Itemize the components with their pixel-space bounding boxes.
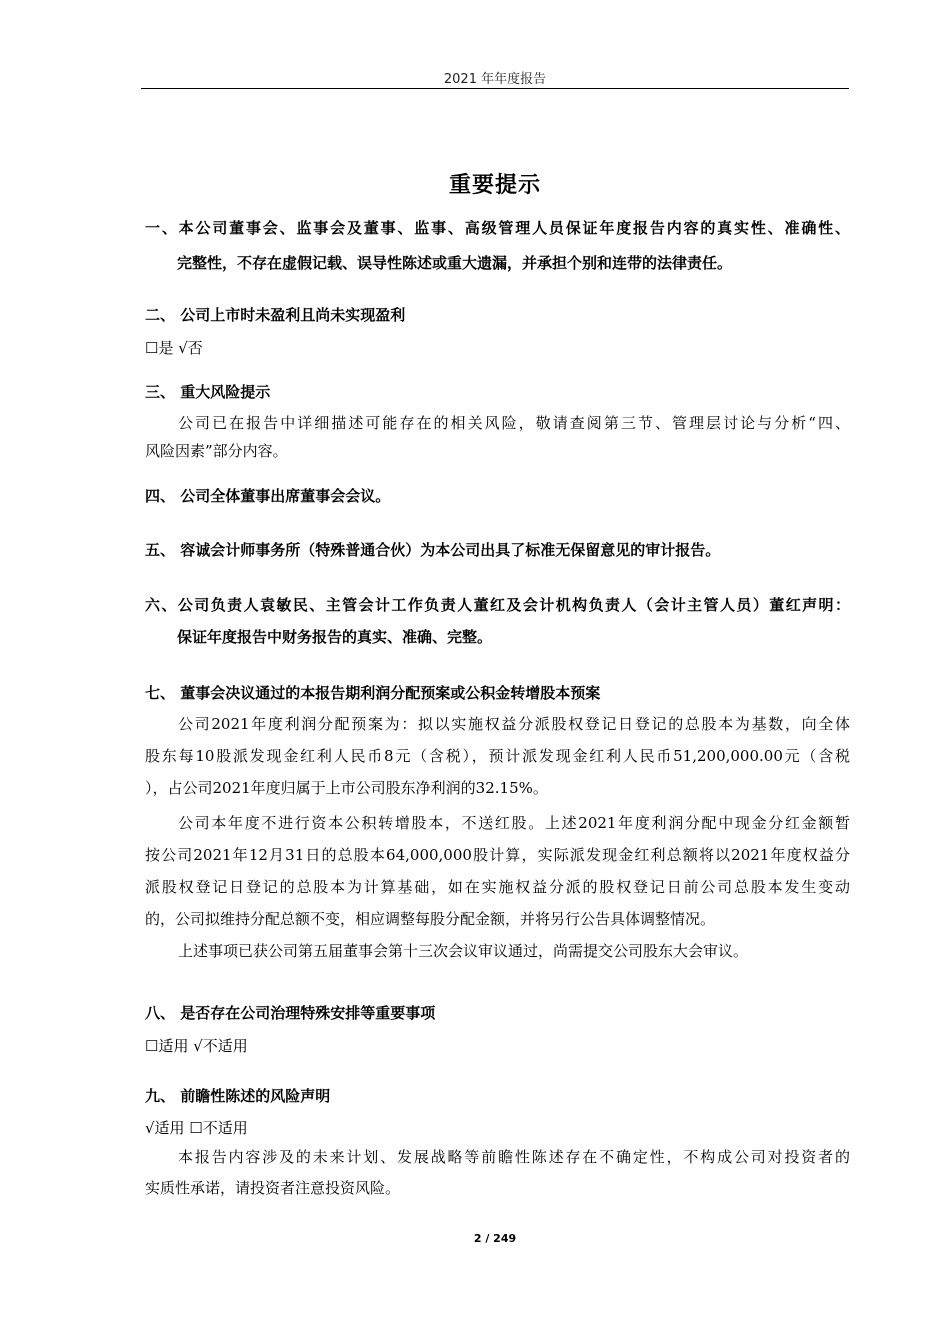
section-2-heading: 二、 公司上市时未盈利且尚未实现盈利 [145,306,406,324]
section-8-heading: 八、 是否存在公司治理特殊安排等重要事项 [145,1004,436,1022]
section-4-heading: 四、 公司全体董事出席董事会会议。 [145,487,391,505]
section-1-line-2: 完整性，不存在虚假记载、误导性陈述或重大遗漏，并承担个别和连带的法律责任。 [177,254,733,272]
section-3-heading: 三、 重大风险提示 [145,383,271,401]
section-6-line-2: 保证年度报告中财务报告的真实、准确、完整。 [177,628,493,646]
section-9-line-1: 本报告内容涉及的未来计划、发展战略等前瞻性陈述存在不确定性，不构成公司对投资者的 [178,1148,850,1166]
header-rule [141,88,849,89]
section-7-p2-line-3: 派股权登记日登记的总股本为计算基础，如在实施权益分派的股权登记日前公司总股本发生变动 [145,878,850,896]
page-number: 2 / 249 [473,1232,517,1245]
section-1-line-1: 一、本公司董事会、监事会及董事、监事、高级管理人员保证年度报告内容的真实性、准确性、 [145,219,850,237]
section-7-p2-line-1: 公司本年度不进行资本公积转增股本，不送红股。上述2021年度利润分配中现金分红金额暂 [178,814,850,832]
section-7-p1-line-1: 公司2021年度利润分配预案为：拟以实施权益分派股权登记日登记的总股本为基数，向全体 [178,715,850,733]
section-7-heading: 七、 董事会决议通过的本报告期利润分配预案或公积金转增股本预案 [145,684,601,702]
section-7-p2-line-2: 按公司2021年12月31日的总股本64,000,000股计算，实际派发现金红利总额将以2021年度权益分 [145,846,850,864]
section-7-p3-line-1: 上述事项已获公司第五届董事会第十三次会议审议通过，尚需提交公司股东大会审议。 [178,942,749,960]
section-3-line-2: 风险因素”部分内容。 [145,442,288,460]
section-9-options: √适用 ☐不适用 [145,1119,248,1137]
section-7-p1-line-3: ），占公司2021年度归属于上市公司股东净利润的32.15%。 [145,779,548,797]
page-title: 重要提示 [448,173,541,198]
section-6-line-1: 六、公司负责人袁敏民、主管会计工作负责人董红及会计机构负责人（会计主管人员）董红声明： [145,596,850,614]
section-8-options: ☐适用 √不适用 [145,1037,248,1055]
section-9-heading: 九、 前瞻性陈述的风险声明 [145,1087,331,1105]
section-3-line-1: 公司已在报告中详细描述可能存在的相关风险，敬请查阅第三节、管理层讨论与分析“四、 [178,414,850,432]
section-2-options: ☐是 √否 [145,339,203,357]
section-9-line-2: 实质性承诺，请投资者注意投资风险。 [145,1179,401,1197]
section-7-p2-line-4: 的，公司拟维持分配总额不变，相应调整每股分配金额，并将另行公告具体调整情况。 [145,910,716,928]
section-7-p1-line-2: 股东每10股派发现金红利人民币8元（含税），预计派发现金红利人民币51,200,000.00元（含税 [145,747,850,765]
running-header: 2021 年年度报告 [443,72,547,87]
section-5-heading: 五、 容诚会计师事务所（特殊普通合伙）为本公司出具了标准无保留意见的审计报告。 [145,541,721,559]
